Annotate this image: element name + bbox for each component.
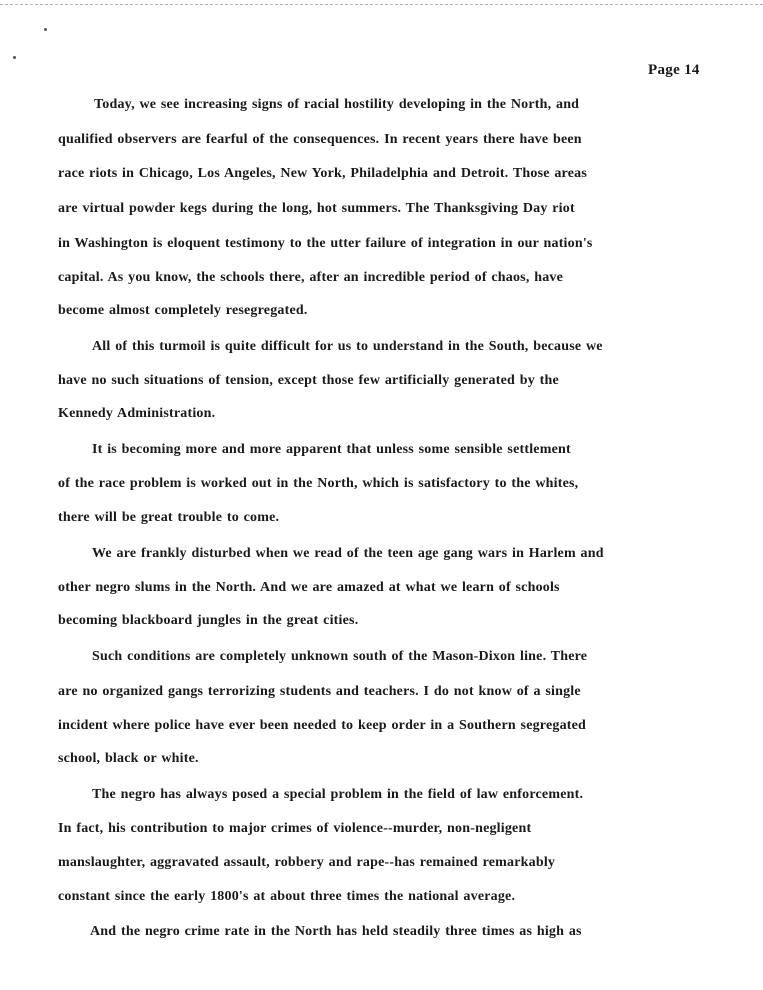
text-line: other negro slums in the North. And we are amazed at what we learn of schools <box>58 580 560 595</box>
text-line: of the race problem is worked out in the North, which is satisfactory to the whites, <box>58 476 579 491</box>
text-line: And the negro crime rate in the North has held steadily three times as high as <box>90 924 582 939</box>
text-line: becoming blackboard jungles in the great cities. <box>58 613 359 628</box>
text-line: capital. As you know, the schools there, after an incredible period of chaos, have <box>58 270 564 285</box>
text-line: qualified observers are fearful of the consequences. In recent years there have been <box>58 132 582 147</box>
page-top-edge <box>0 4 763 5</box>
scan-speck <box>13 56 16 59</box>
text-line: Today, we see increasing signs of racial hostility developing in the North, and <box>94 97 580 112</box>
text-line: in Washington is eloquent testimony to the utter failure of integration in our nation's <box>58 236 593 251</box>
text-line: race riots in Chicago, Los Angeles, New York, Philadelphia and Detroit. Those areas <box>58 166 587 181</box>
text-line: We are frankly disturbed when we read of the teen age gang wars in Harlem and <box>92 546 604 561</box>
text-line: incident where police have ever been needed to keep order in a Southern segregated <box>58 718 587 733</box>
text-line: All of this turmoil is quite difficult for us to understand in the South, because we <box>92 339 603 354</box>
text-line: Kennedy Administration. <box>58 406 216 421</box>
text-line: Such conditions are completely unknown south of the Mason-Dixon line. There <box>92 649 588 664</box>
text-line: are no organized gangs terrorizing students and teachers. I do not know of a single <box>58 684 581 699</box>
page-number: Page 14 <box>648 62 700 78</box>
text-line: school, black or white. <box>58 751 199 766</box>
text-line: constant since the early 1800's at about three times the national average. <box>58 889 516 904</box>
text-line: In fact, his contribution to major crimes of violence--murder, non-negligent <box>58 821 532 836</box>
text-line: are virtual powder kegs during the long, hot summers. The Thanksgiving Day riot <box>58 201 575 216</box>
text-line: have no such situations of tension, except those few artificially generated by the <box>58 373 559 388</box>
text-line: become almost completely resegregated. <box>58 303 308 318</box>
text-line: manslaughter, aggravated assault, robbery and rape--has remained remarkably <box>58 855 556 870</box>
text-line: It is becoming more and more apparent that unless some sensible settlement <box>92 442 571 457</box>
scan-speck <box>44 28 47 31</box>
text-line: The negro has always posed a special problem in the field of law enforcement. <box>92 787 584 802</box>
text-line: there will be great trouble to come. <box>58 510 280 525</box>
